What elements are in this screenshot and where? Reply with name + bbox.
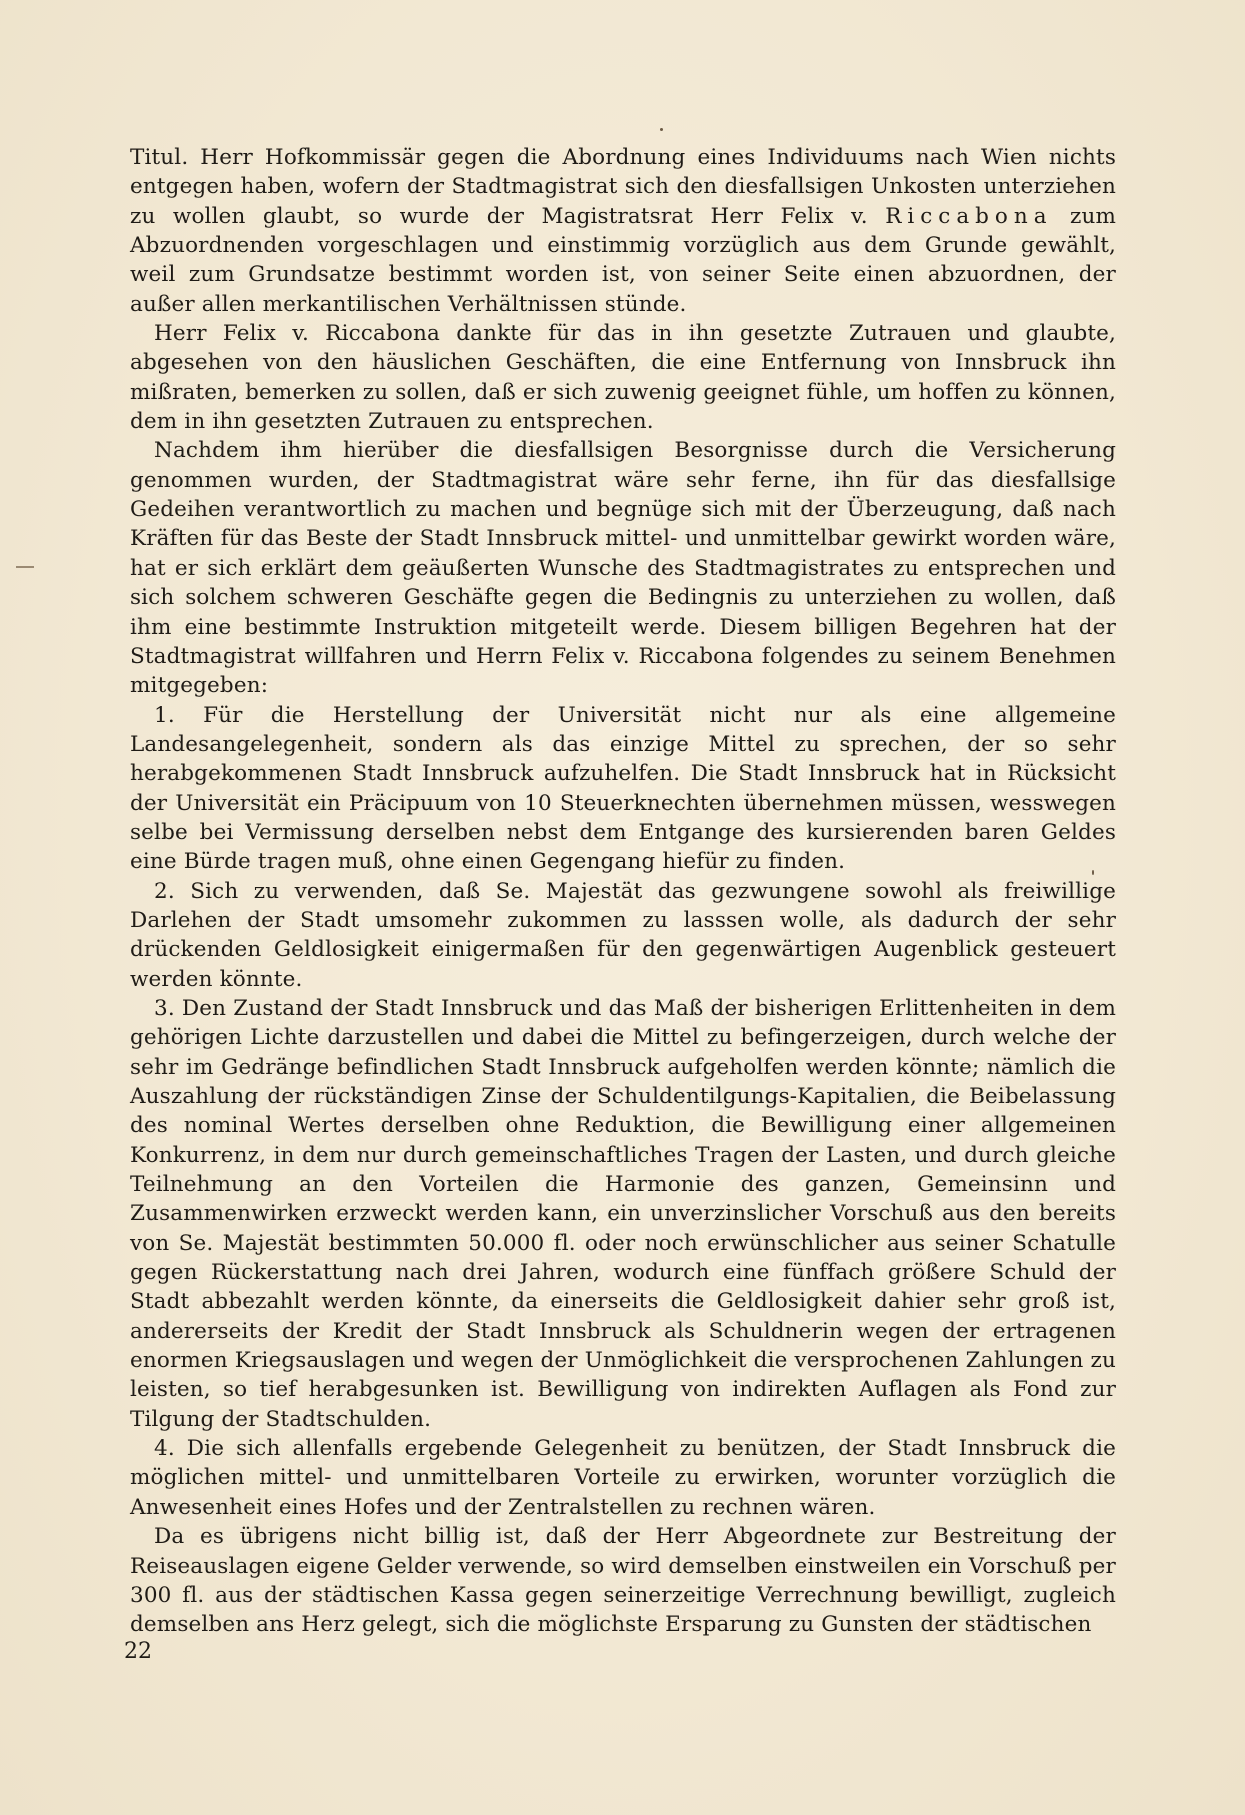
body-text [130, 143, 1116, 1640]
paragraph: Nachdem ihm hierüber die diesfallsigen Besorgnisse durch die Versicherung genommen wurden, der Stadtmagistrat wäre sehr ferne, ihn für das diesfallsige Gedeihen verantwortlich zu machen und begnüge sich mit der Überzeugung, daß nach Kräften für das Beste der Stadt Innsbruck mittel- und unmittelbar gewirkt worden wäre, hat er sich erklärt dem geäußerten Wunsche des Stadtmagistrates zu entsprechen und sich solchem schweren Geschäfte gegen die Bedingnis zu unterziehen zu wollen, daß ihm eine bestimmte Instruktion mitgeteilt werde. Diesem billigen Begehren hat der Stadtmagistrat willfahren und Herrn Felix v. Riccabona folgendes zu seinem Benehmen mitgegeben: [130, 438, 1116, 699]
emphasized-name: Riccabona [885, 203, 1053, 229]
paragraph: Herr Felix v. Riccabona dankte für das in ihn gesetzte Zutrauen und glaubte, abgesehen von den häuslichen Geschäften, die eine Entfernung von Innsbruck ihn mißraten, bemerken zu sollen, daß er sich zuwenig geeignet fühle, um hoffen zu können, dem in ihn gesetzten Zutrauen zu entsprechen. [130, 321, 1116, 435]
numbered-paragraph: 1. Für die Herstellung der Universität nicht nur als eine allgemeine Landesangelegenheit, sondern als das einzige Mittel zu sprechen, der so sehr herabgekommenen Stadt Innsbruck aufzuhelfen. Die Stadt Innsbruck hat in Rücksicht der Universität ein Präcipuum von 10 Steuerknechten übernehmen müssen, wesswegen selbe bei Vermissung derselben nebst dem Entgange des kursierenden baren Geldes eine Bürde tragen muß, ohne einen Gegengang hiefür zu finden. [130, 702, 1116, 875]
margin-mark [16, 566, 34, 568]
paragraph: Da es übrigens nicht billig ist, daß der Herr Abgeordnete zur Bestreitung der Reiseauslagen eigene Gelder verwende, so wird demselben einstweilen ein Vorschuß per 300 fl. aus der städtischen Kassa gegen seinerzeitige Verrechnung bewilligt, zugleich demselben ans Herz gelegt, sich die möglichste Ersparung zu Gunsten der städtischen [130, 1524, 1116, 1638]
paper-speck [660, 128, 663, 131]
numbered-paragraph: 3. Den Zustand der Stadt Innsbruck und das Maß der bisherigen Erlittenheiten in dem gehörigen Lichte darzustellen und dabei die Mittel zu befingerzeigen, durch welche der sehr im Gedränge befindlichen Stadt Innsbruck aufgeholfen werden könnte; nämlich die Auszahlung der rückständigen Zinse der Schuldentilgungs-Kapitalien, die Beibelassung des nominal Wertes derselben ohne Reduktion, die Bewilligung einer allgemeinen Konkurrenz, in dem nur durch gemeinschaftliches Tragen der Lasten, und durch gleiche Teilnehmung an den Vorteilen die Harmonie des ganzen, Gemeinsinn und Zusammenwirken erzweckt werden kann, ein unverzinslicher Vorschuß aus den bereits von Se. Majestät bestimmten 50.000 fl. oder noch erwünschlicher aus seiner Schatulle gegen Rückerstattung nach drei Jahren, wodurch eine fünffach größere Schuld der Stadt abbezahlt werden könnte, da einerseits die Geldlosigkeit dahier sehr groß ist, andererseits der Kredit der Stadt Innsbruck als Schuldnerin wegen der ertragenen enormen Kriegsauslagen und wegen der Unmöglichkeit die versprochenen Zahlungen zu leisten, so tief herabgesunken ist. Bewilligung von indirekten Auflagen als Fond zur Tilgung der Stadtschulden. [130, 995, 1116, 1432]
numbered-paragraph: 4. Die sich allenfalls ergebende Gelegenheit zu benützen, der Stadt Innsbruck die möglichen mittel- und unmittelbaren Vorteile zu erwirken, worunter vorzüglich die Anwesenheit eines Hofes und der Zentralstellen zu rechnen wären. [130, 1436, 1116, 1520]
paragraph-text: zum Abzuordnenden vorgeschlagen und einstimmig vorzüglich aus dem Grunde gewählt, weil zum Grundsatze bestimmt worden ist, von seiner Seite einen abzuordnen, der außer allen merkantilischen Verhältnissen stünde. [130, 203, 1116, 317]
paragraph [130, 143, 1116, 319]
numbered-paragraph: 2. Sich zu verwenden, daß Se. Majestät das gezwungene sowohl als freiwillige Darlehen der Stadt umsomehr zukommen zu lasssen wolle, als dadurch der sehr drückenden Geldlosigkeit einigermaßen für den gegenwärtigen Augenblick gesteuert werden könnte. [130, 878, 1116, 992]
page-number: 22 [124, 1639, 152, 1664]
paragraph-text: Titul. Herr Hofkommissär gegen die Abordnung eines Individuums nach Wien nichts entgegen haben, wofern der Stadtmagistrat sich den diesfallsigen Unkosten unterziehen zu wollen glaubt, so wurde der Magistratsrat Herr Felix v. [130, 145, 1116, 229]
